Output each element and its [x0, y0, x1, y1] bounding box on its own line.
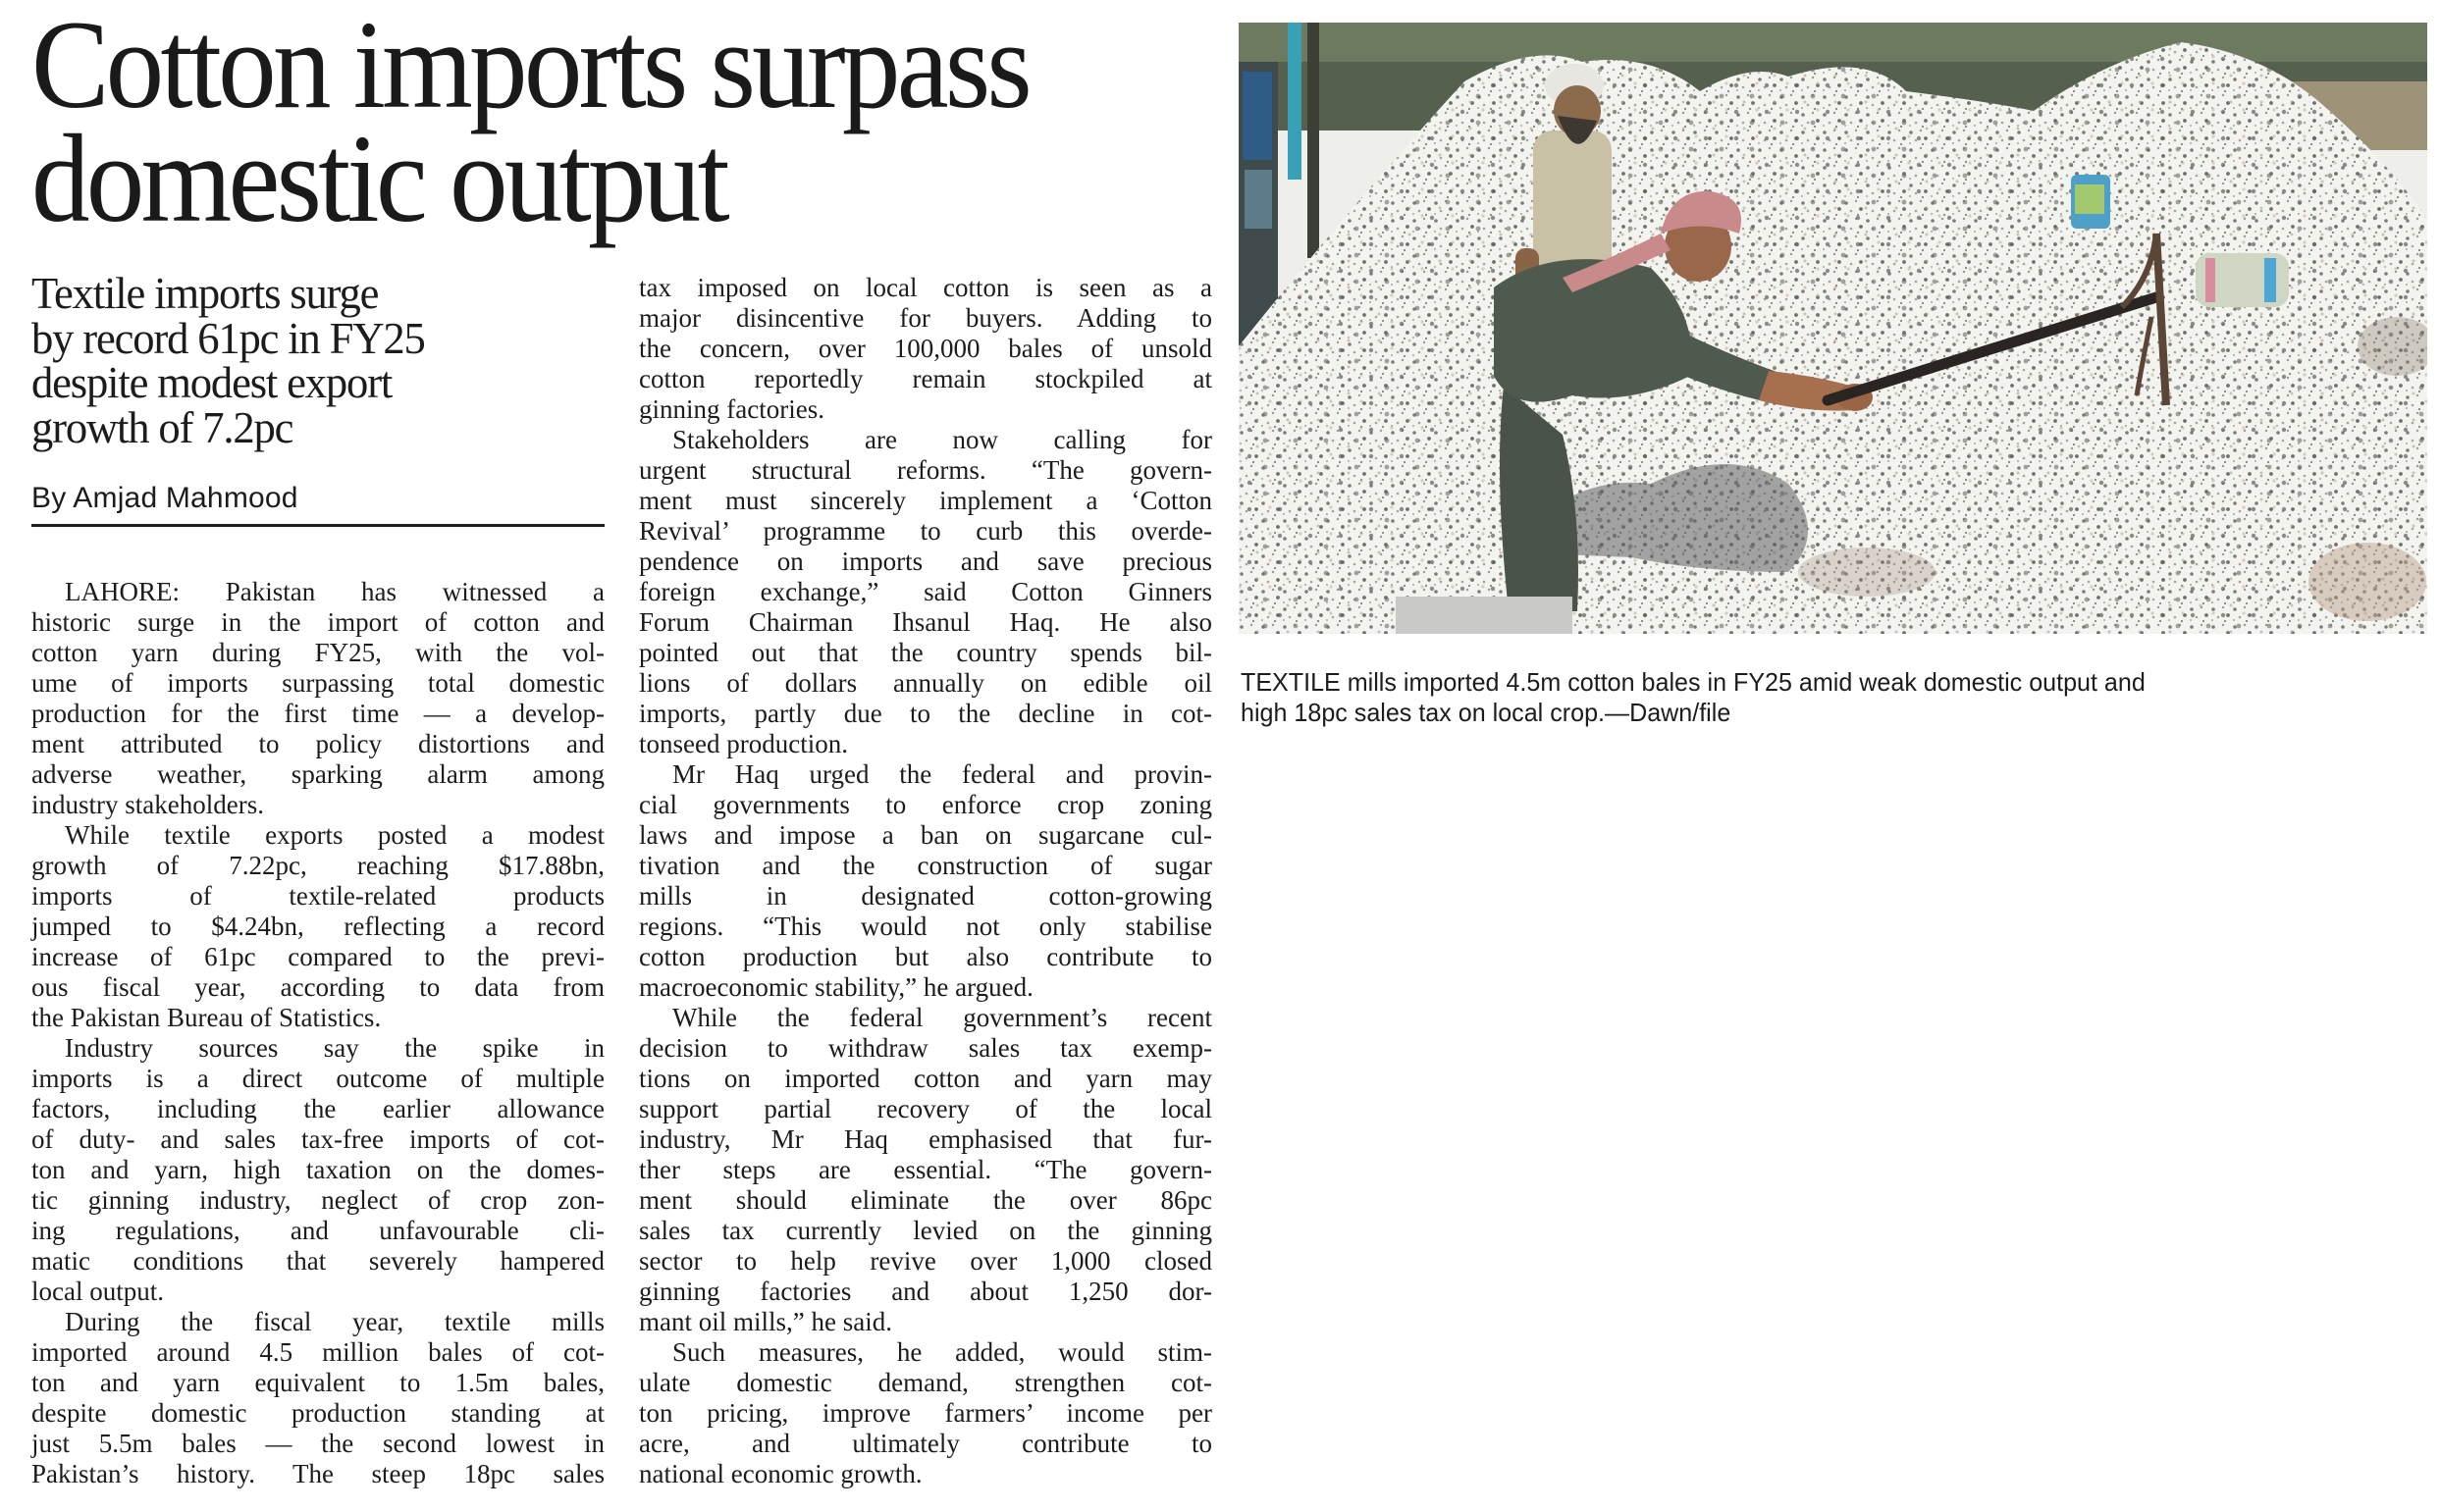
body-text-line	[31, 851, 605, 881]
body-text-line	[31, 729, 605, 759]
body-text-line	[31, 1064, 605, 1094]
body-text-line	[31, 1216, 605, 1246]
body-text-line	[639, 547, 1212, 577]
body-text-line	[31, 1185, 605, 1216]
body-text: support partial recovery of the local	[639, 1094, 1212, 1123]
headline-line-1: Cotton imports surpass	[31, 0, 1030, 134]
body-text: mant oil mills,” he said.	[639, 1307, 892, 1336]
body-text: factors, including the earlier allowance	[31, 1094, 605, 1123]
body-text-line	[31, 638, 605, 668]
body-text-line	[639, 912, 1212, 942]
body-text-line	[639, 1429, 1212, 1459]
body-text-line	[31, 1124, 605, 1155]
body-text: Mr Haq urged the federal and provin-	[672, 759, 1212, 789]
article-column-2	[639, 273, 1212, 1489]
body-text-line	[639, 820, 1212, 851]
body-text: decision to withdraw sales tax exemp-	[639, 1033, 1212, 1063]
body-text: tic ginning industry, neglect of crop zon-	[31, 1185, 605, 1215]
headline-line-2: domestic output	[31, 109, 726, 248]
body-text-line	[639, 1368, 1212, 1398]
body-text-line	[31, 1094, 605, 1124]
body-text: imported around 4.5 million bales of cot-	[31, 1337, 605, 1367]
body-text: ment must sincerely implement a ‘Cotton	[639, 486, 1212, 515]
body-text: tax imposed on local cotton is seen as a	[639, 273, 1212, 302]
body-text-line	[639, 668, 1212, 699]
body-text: cotton production but also contribute to	[639, 942, 1212, 971]
body-text-line	[639, 942, 1212, 972]
body-text: foreign exchange,” said Cotton Ginners	[639, 577, 1212, 606]
body-text: Pakistan’s history. The steep 18pc sales	[31, 1459, 605, 1488]
body-text-line	[639, 334, 1212, 364]
body-text-line	[639, 425, 1212, 455]
article-photo	[1239, 23, 2427, 634]
body-text-line	[639, 1124, 1212, 1155]
body-text-line	[31, 607, 605, 638]
body-text-line	[639, 303, 1212, 334]
body-text: adverse weather, sparking alarm among	[31, 759, 605, 789]
body-text: Such measures, he added, would stim-	[672, 1337, 1212, 1367]
body-text-line	[639, 851, 1212, 881]
body-text: just 5.5m bales — the second lowest in	[31, 1429, 605, 1458]
body-text-line	[639, 1277, 1212, 1307]
body-text: laws and impose a ban on sugarcane cul-	[639, 820, 1212, 850]
body-text: imports of textile-related products	[31, 881, 605, 911]
body-text-line	[31, 1368, 605, 1398]
body-text-line	[639, 1307, 1212, 1337]
body-text: Stakeholders are now calling for	[672, 425, 1212, 454]
body-text: LAHORE: Pakistan has witnessed a	[65, 577, 605, 606]
body-text-line	[639, 1033, 1212, 1064]
subheadline-line-2: by record 61pc in FY25	[31, 312, 425, 363]
body-text-line	[639, 972, 1212, 1003]
body-text: the Pakistan Bureau of Statistics.	[31, 1003, 382, 1032]
body-text-line	[639, 790, 1212, 820]
body-text: ther steps are essential. “The govern-	[639, 1155, 1212, 1184]
body-text-line	[639, 394, 1212, 425]
body-text: ton and yarn equivalent to 1.5m bales,	[31, 1368, 605, 1397]
body-text-line	[639, 881, 1212, 912]
body-text: ton pricing, improve farmers’ income per	[639, 1398, 1212, 1428]
body-text-line	[31, 1337, 605, 1368]
body-text-line	[639, 607, 1212, 638]
body-text: ment attributed to policy distortions and	[31, 729, 605, 758]
subheadline-line-3: despite modest export	[31, 357, 393, 407]
body-text-line	[31, 1429, 605, 1459]
body-text-line	[31, 1307, 605, 1337]
body-text-line	[31, 1003, 605, 1033]
body-text: the concern, over 100,000 bales of unsold	[639, 334, 1212, 363]
body-text-line	[31, 1155, 605, 1185]
body-text: local output.	[31, 1277, 164, 1306]
body-text-line	[31, 1459, 605, 1489]
body-text: ing regulations, and unfavourable cli-	[31, 1216, 605, 1245]
body-text: sales tax currently levied on the ginning	[639, 1216, 1212, 1245]
photo-caption	[1241, 667, 2367, 728]
body-text-line	[639, 1246, 1212, 1277]
body-text: pendence on imports and save precious	[639, 547, 1212, 576]
body-text: ulate domestic demand, strengthen cot-	[639, 1368, 1212, 1397]
body-text: urgent structural reforms. “The govern-	[639, 455, 1212, 485]
body-text-line	[639, 1459, 1212, 1489]
body-text: increase of 61pc compared to the previ-	[31, 942, 605, 971]
body-text: industry, Mr Haq emphasised that fur-	[639, 1124, 1212, 1154]
body-text: major disincentive for buyers. Adding to	[639, 303, 1212, 333]
body-text: tions on imported cotton and yarn may	[639, 1064, 1212, 1093]
body-text-line	[31, 1246, 605, 1277]
body-text: While textile exports posted a modest	[65, 820, 605, 850]
caption-line-2: high 18pc sales tax on local crop.—Dawn/file	[1241, 698, 1731, 727]
body-text: regions. “This would not only stabilise	[639, 912, 1212, 941]
body-text-line	[639, 516, 1212, 547]
body-text: acre, and ultimately contribute to	[639, 1429, 1212, 1458]
body-text: ton and yarn, high taxation on the domes-	[31, 1155, 605, 1184]
body-text: mills in designated cotton-growing	[639, 881, 1212, 911]
caption-line-1: TEXTILE mills imported 4.5m cotton bales in FY25 amid weak domestic output and	[1241, 667, 2146, 697]
body-text: industry stakeholders.	[31, 790, 264, 819]
body-text: ous fiscal year, according to data from	[31, 972, 605, 1002]
body-text: pointed out that the country spends bil-	[639, 638, 1212, 667]
body-text-line	[31, 759, 605, 790]
body-text: despite domestic production standing at	[31, 1398, 605, 1428]
cotton-workers-illustration	[1239, 23, 2427, 634]
body-text: ume of imports surpassing total domestic	[31, 668, 605, 698]
body-text-line	[639, 1337, 1212, 1368]
body-text-line	[31, 881, 605, 912]
body-text-line	[31, 1277, 605, 1307]
body-text: imports, partly due to the decline in cot-	[639, 699, 1212, 728]
body-text-line	[31, 790, 605, 820]
byline-rule	[31, 524, 605, 527]
body-text: ginning factories.	[639, 394, 824, 424]
body-text: production for the first time — a develop-	[31, 699, 605, 728]
body-text-line	[31, 820, 605, 851]
body-text-line	[639, 577, 1212, 607]
body-text: growth of 7.22pc, reaching $17.88bn,	[31, 851, 605, 880]
body-text: tonseed production.	[639, 729, 848, 758]
body-text-line	[639, 1185, 1212, 1216]
subheadline-line-1: Textile imports surge	[31, 268, 379, 318]
body-text: ginning factories and about 1,250 dor-	[639, 1277, 1212, 1306]
body-text-line	[31, 942, 605, 972]
body-text-line	[639, 1216, 1212, 1246]
body-text-line	[639, 1094, 1212, 1124]
body-text: cotton yarn during FY25, with the vol-	[31, 638, 605, 667]
body-text: Industry sources say the spike in	[65, 1033, 605, 1063]
body-text: imports is a direct outcome of multiple	[31, 1064, 605, 1093]
body-text: national economic growth.	[639, 1459, 923, 1488]
body-text-line	[639, 638, 1212, 668]
byline: By Amjad Mahmood	[31, 482, 298, 514]
body-text: cotton reportedly remain stockpiled at	[639, 364, 1212, 393]
body-text: of duty- and sales tax-free imports of cot-	[31, 1124, 605, 1154]
body-text: macroeconomic stability,” he argued.	[639, 972, 1034, 1002]
body-text-line	[639, 699, 1212, 729]
body-text-line	[31, 1398, 605, 1429]
body-text-line	[31, 668, 605, 699]
body-text: historic surge in the import of cotton and	[31, 607, 605, 637]
body-text-line	[31, 699, 605, 729]
subheadline	[31, 268, 425, 452]
body-text-line	[639, 1155, 1212, 1185]
body-text-line	[639, 1003, 1212, 1033]
body-text-line	[639, 455, 1212, 486]
subheadline-line-4: growth of 7.2pc	[31, 401, 293, 452]
body-text-line	[639, 1064, 1212, 1094]
body-text-line	[31, 972, 605, 1003]
body-text: lions of dollars annually on edible oil	[639, 668, 1212, 698]
body-text: While the federal government’s recent	[672, 1003, 1212, 1032]
body-text-line	[639, 759, 1212, 790]
body-text-line	[639, 1398, 1212, 1429]
body-text: Forum Chairman Ihsanul Haq. He also	[639, 607, 1212, 637]
body-text: ment should eliminate the over 86pc	[639, 1185, 1212, 1215]
body-text: cial governments to enforce crop zoning	[639, 790, 1212, 819]
body-text: During the fiscal year, textile mills	[65, 1307, 605, 1336]
body-text-line	[639, 729, 1212, 759]
body-text: matic conditions that severely hampered	[31, 1246, 605, 1276]
body-text-line	[639, 486, 1212, 516]
body-text: jumped to $4.24bn, reflecting a record	[31, 912, 605, 941]
body-text-line	[31, 577, 605, 607]
body-text: sector to help revive over 1,000 closed	[639, 1246, 1212, 1276]
body-text-line	[31, 1033, 605, 1064]
body-text-line	[639, 364, 1212, 394]
headline	[31, 0, 1154, 248]
body-text: tivation and the construction of sugar	[639, 851, 1212, 880]
body-text: Revival’ programme to curb this overde-	[639, 516, 1212, 546]
body-text-line	[639, 273, 1212, 303]
body-text-line	[31, 912, 605, 942]
article-column-1	[31, 577, 605, 1489]
